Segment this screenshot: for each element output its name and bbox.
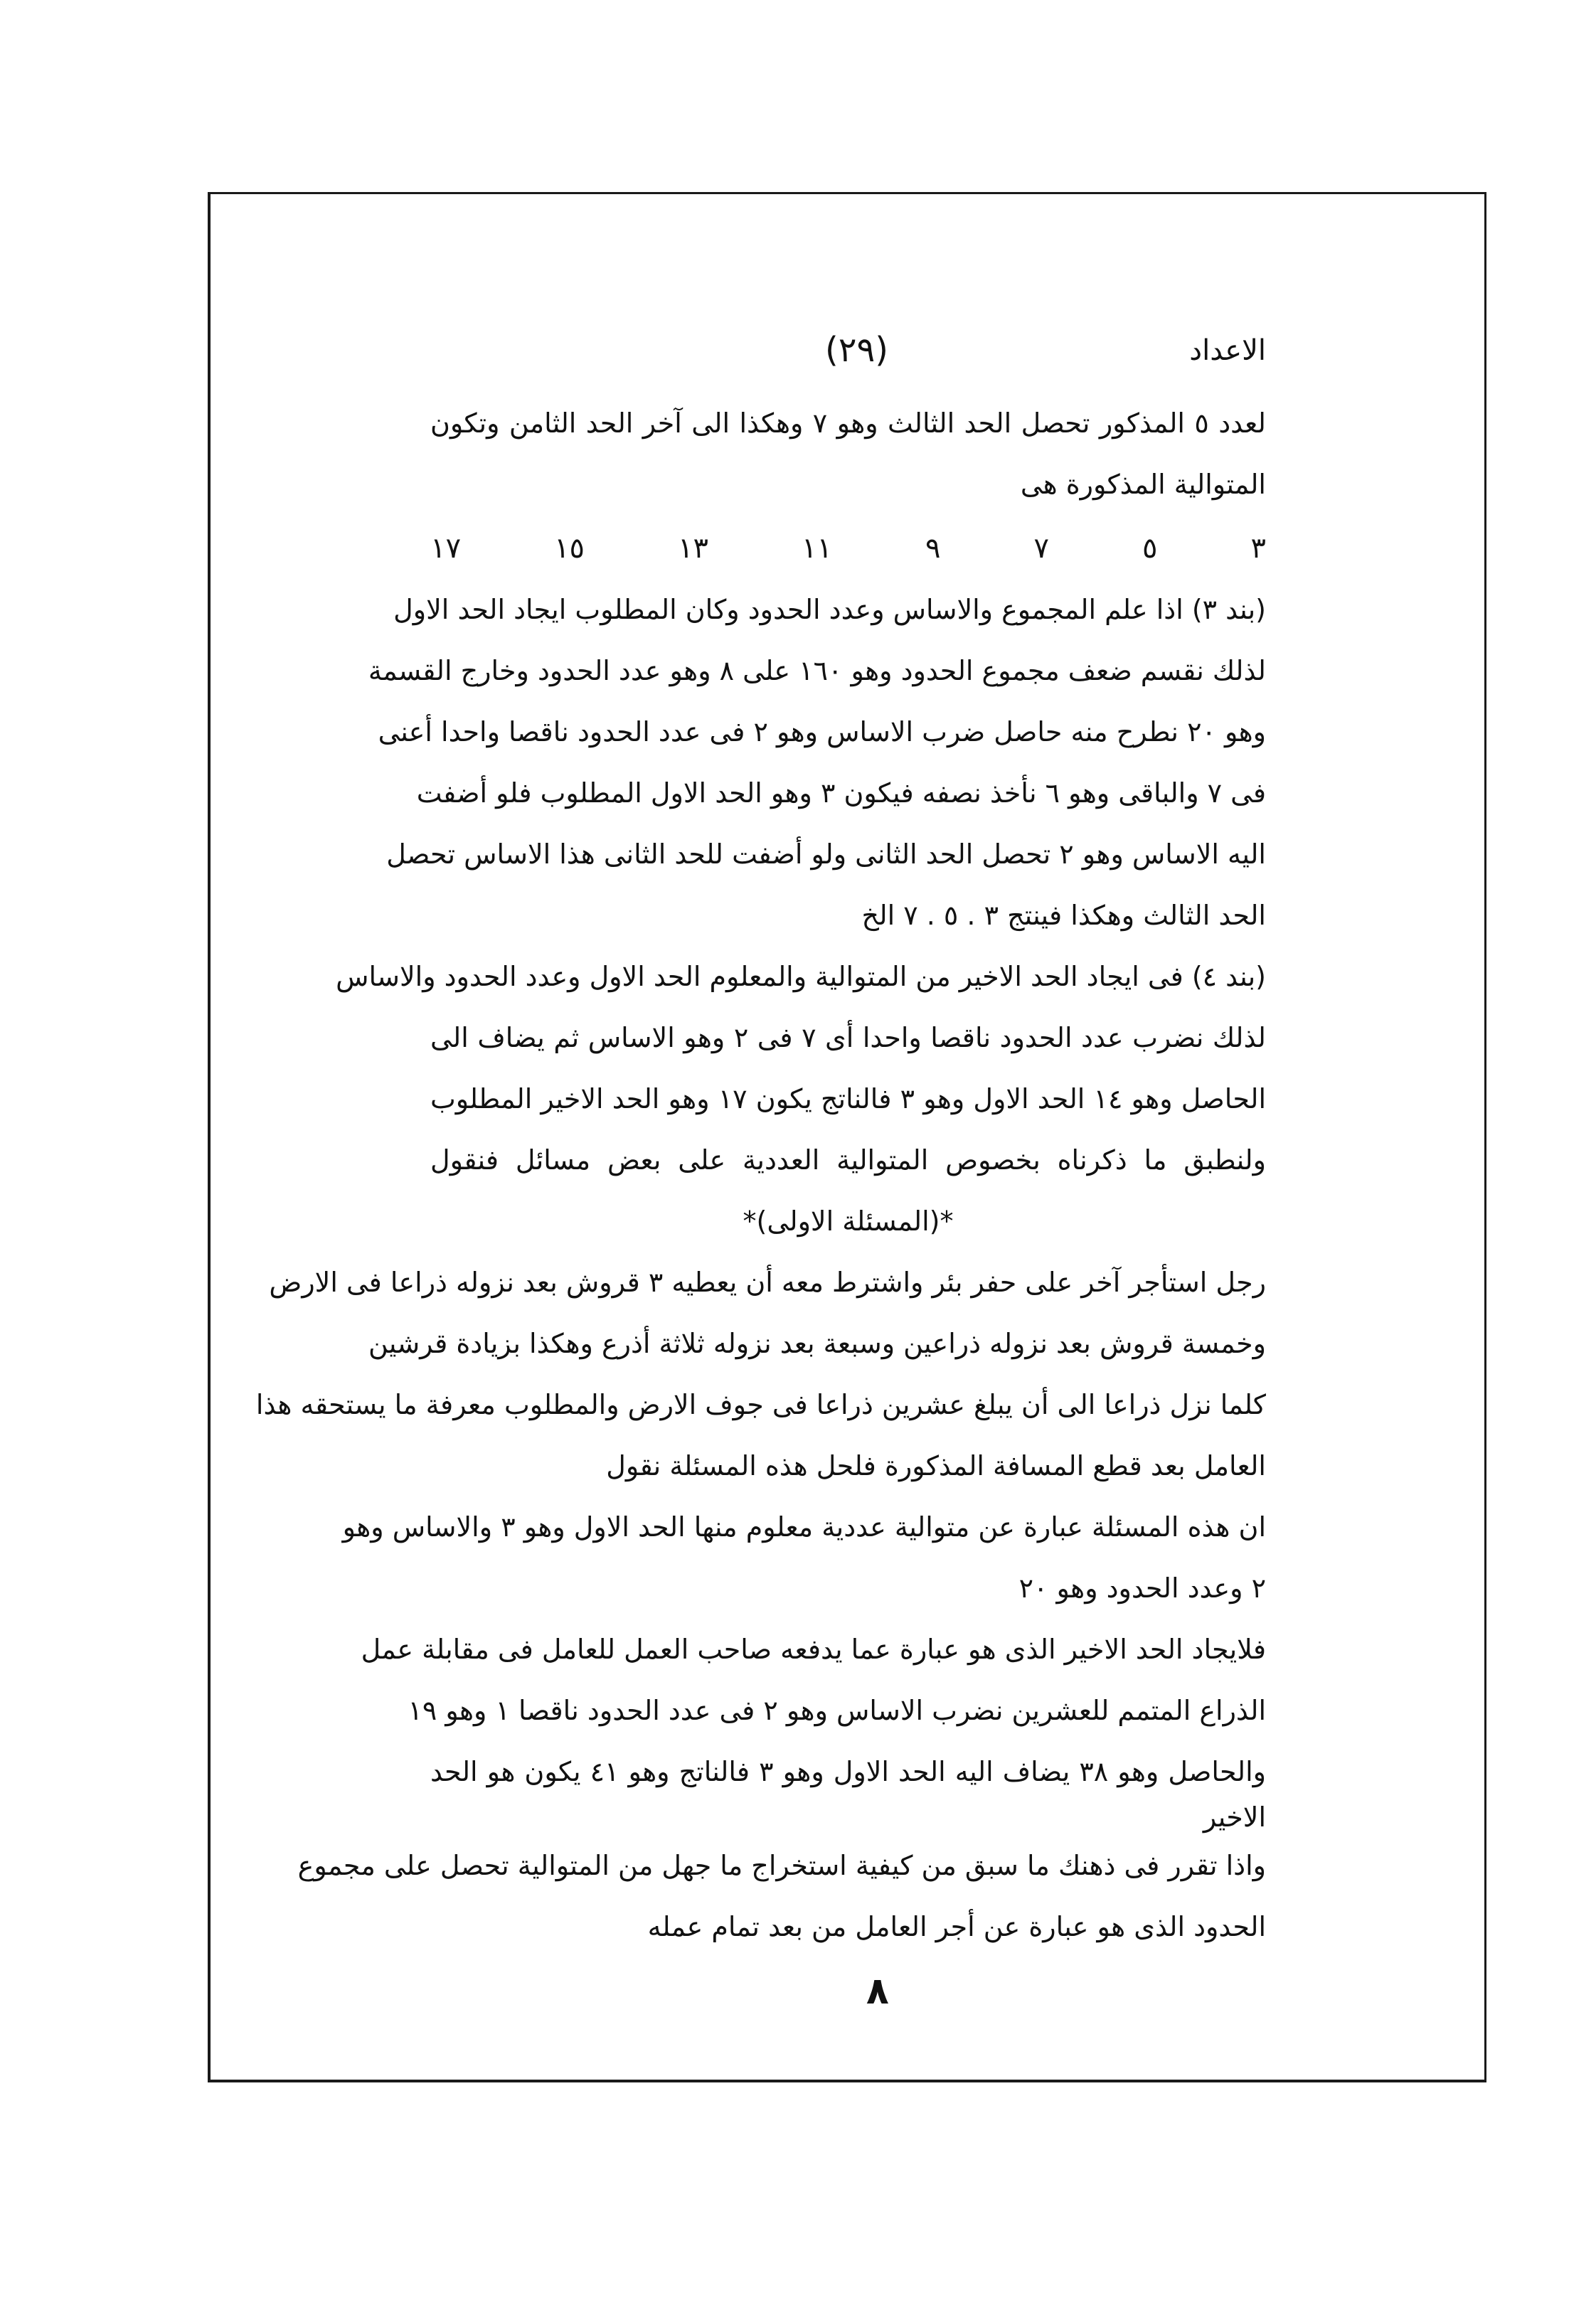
text-line: والحاصل وهو ٣٨ يضاف اليه الحد الاول وهو ٣ فالناتج وهو ٤١ يكون هو الحد xyxy=(430,1756,1266,1787)
page-number: (٢٩) xyxy=(825,330,889,370)
text-line: المتوالية المذكورة هى xyxy=(1020,469,1266,500)
text-line: ولنطبق ما ذكرناه بخصوص المتوالية العددية على بعض مسائل فنقول xyxy=(430,1144,1266,1176)
page-header xyxy=(430,330,1266,384)
sequence-term: ٥ xyxy=(1142,532,1158,565)
section-title: الاعداد xyxy=(1189,334,1266,367)
text-line: كلما نزل ذراعا الى أن يبلغ عشرين ذراعا فى جوف الارض والمطلوب معرفة ما يستحقه هذا xyxy=(255,1389,1266,1420)
text-line: الحد الثالث وهكذا فينتج ٣ . ٥ . ٧ الخ xyxy=(861,900,1266,931)
text-line: (بند ٤) فى ايجاد الحد الاخير من المتوالية والمعلوم الحد الاول وعدد الحدود والاساس xyxy=(336,961,1266,992)
text-line: لذلك نقسم ضعف مجموع الحدود وهو ١٦٠ على ٨ وهو عدد الحدود وخارج القسمة xyxy=(368,655,1266,686)
text-line: فلايجاد الحد الاخير الذى هو عبارة عما يدفعه صاحب العمل للعامل فى مقابلة عمل xyxy=(361,1634,1266,1665)
sequence-term: ٧ xyxy=(1033,532,1049,565)
text-line: الحاصل وهو ١٤ الحد الاول وهو ٣ فالناتج يكون ١٧ وهو الحد الاخير المطلوب xyxy=(430,1083,1266,1114)
text-line: واذا تقرر فى ذهنك ما سبق من كيفية استخراج ما جهل من المتوالية تحصل على مجموع xyxy=(297,1850,1266,1881)
sequence-term: ٩ xyxy=(925,532,941,565)
text-line: ٢ وعدد الحدود وهو ٢٠ xyxy=(1018,1573,1266,1604)
text-line: ان هذه المسئلة عبارة عن متوالية عددية معلوم منها الحد الاول وهو ٣ والاساس وهو xyxy=(342,1511,1266,1543)
section-heading: *(المسئلة الاولى)* xyxy=(743,1206,954,1237)
text-line: وهو ٢٠ نطرح منه حاصل ضرب الاساس وهو ٢ فى عدد الحدود ناقصا واحدا أعنى xyxy=(378,716,1266,747)
text-line: اليه الاساس وهو ٢ تحصل الحد الثانى ولو أضفت للحد الثانى هذا الاساس تحصل xyxy=(386,839,1266,870)
sequence-row xyxy=(430,532,1266,565)
text-line: الذراع المتمم للعشرين نضرب الاساس وهو ٢ فى عدد الحدود ناقصا ١ وهو ١٩ xyxy=(408,1695,1266,1726)
text-line: (بند ٣) اذا علم المجموع والاساس وعدد الحدود وكان المطلوب ايجاد الحد الاول xyxy=(393,594,1266,625)
text-line: لعدد ٥ المذكور تحصل الحد الثالث وهو ٧ وهكذا الى آخر الحد الثامن وتكون xyxy=(430,408,1267,439)
text-line: وخمسة قروش بعد نزوله ذراعين وسبعة بعد نزوله ثلاثة أذرع وهكذا بزيادة قرشين xyxy=(368,1328,1266,1359)
sequence-term: ٣ xyxy=(1250,532,1266,565)
text-line: العامل بعد قطع المسافة المذكورة فلحل هذه المسئلة نقول xyxy=(606,1450,1266,1481)
signature-mark: ٨ xyxy=(866,1970,889,2013)
sequence-term: ١١ xyxy=(802,532,832,565)
sequence-term: ١٣ xyxy=(678,532,709,565)
sequence-term: ١٥ xyxy=(554,532,585,565)
text-line: فى ٧ والباقى وهو ٦ نأخذ نصفه فيكون ٣ وهو الحد الاول المطلوب فلو أضفت xyxy=(416,777,1266,809)
text-line: الاخير xyxy=(1203,1802,1266,1833)
text-line: الحدود الذى هو عبارة عن أجر العامل من بعد تمام عمله xyxy=(647,1911,1266,1942)
text-line: رجل استأجر آخر على حفر بئر واشترط معه أن يعطيه ٣ قروش بعد نزوله ذراعا فى الارض xyxy=(269,1267,1266,1298)
text-line: لذلك نضرب عدد الحدود ناقصا واحدا أى ٧ فى ٢ وهو الاساس ثم يضاف الى xyxy=(430,1022,1267,1053)
sequence-term: ١٧ xyxy=(430,532,462,565)
